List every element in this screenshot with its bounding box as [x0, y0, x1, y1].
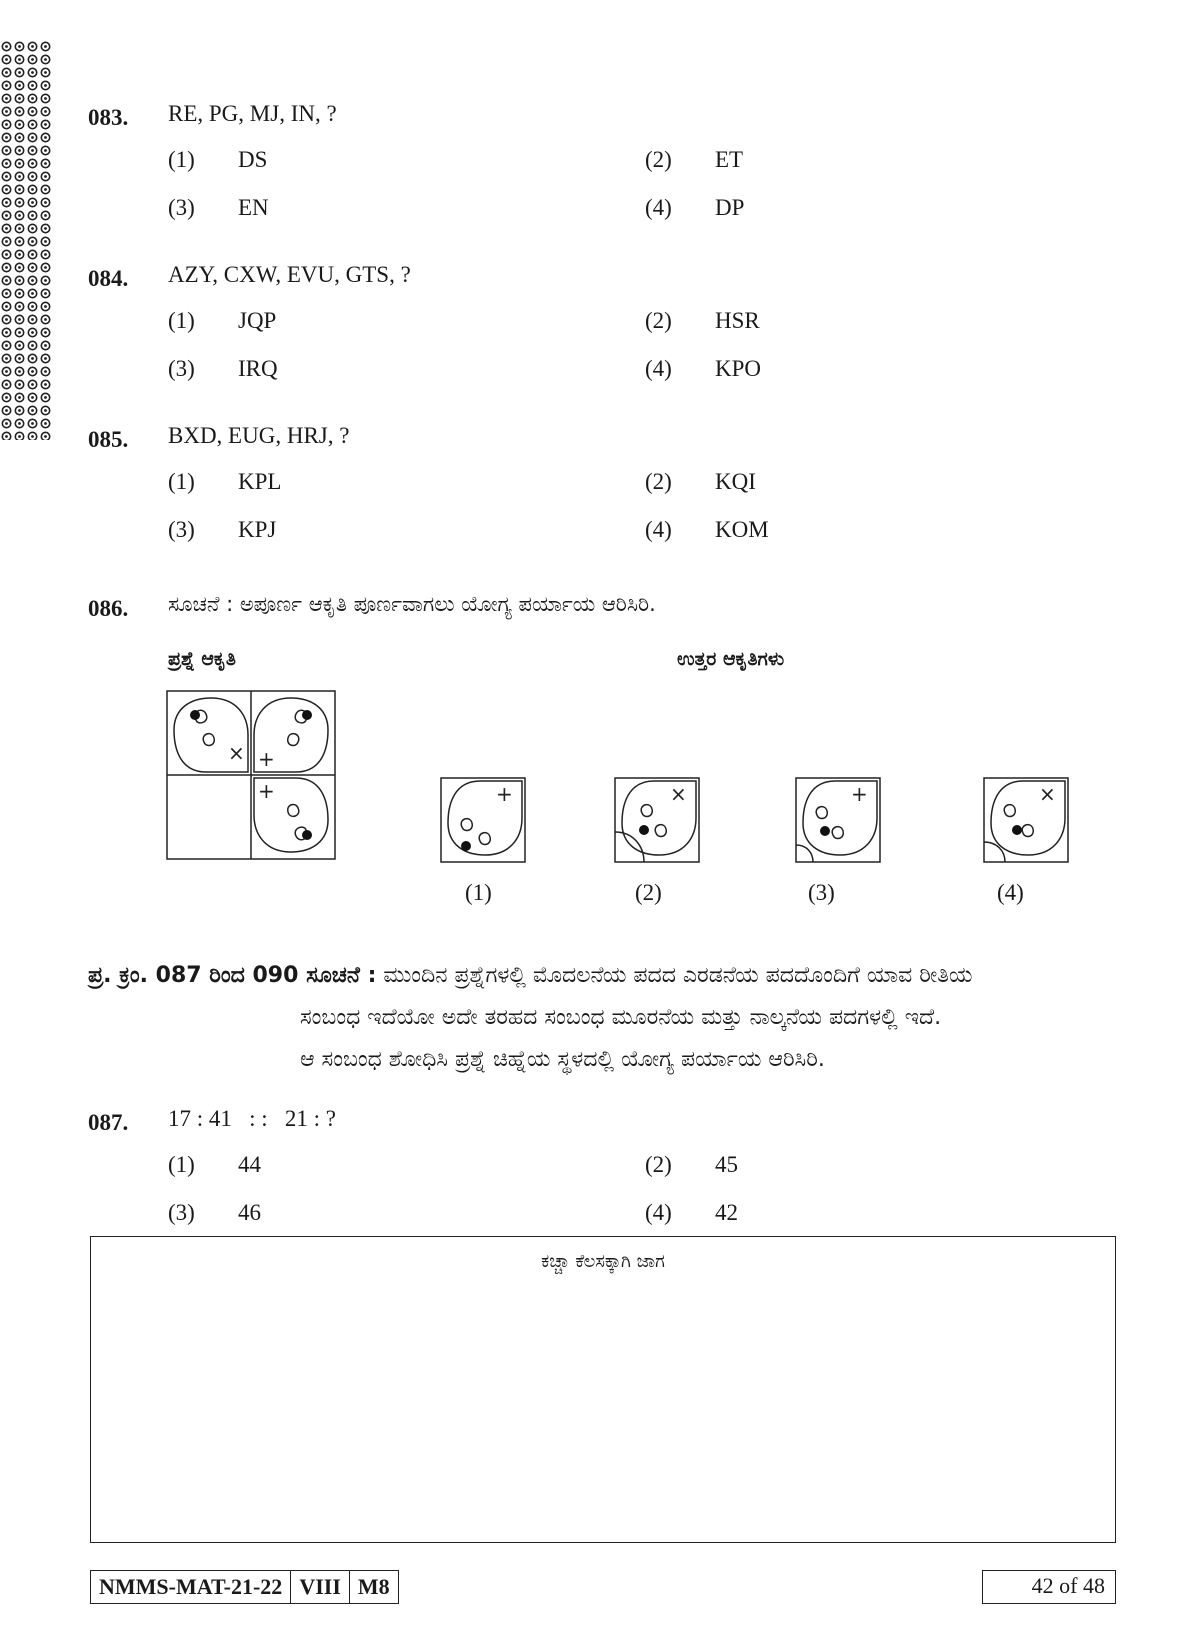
option-2[interactable]: [645, 308, 760, 334]
question-number: 086.: [88, 596, 129, 621]
option-number: (3): [168, 1200, 195, 1225]
instruction-lead: ಪ್ರ. ಕ್ರಂ. 087 ರಿಂದ 090 ಸೂಚನೆ :: [88, 963, 377, 988]
svg-text:+: +: [496, 782, 513, 806]
question-number: 087.: [88, 1110, 129, 1135]
paper-code-box: [90, 1570, 399, 1604]
question-text: AZY, CXW, EVU, GTS, ?: [168, 262, 411, 287]
answer-label-2: (2): [635, 880, 662, 905]
option-1[interactable]: [168, 1152, 261, 1178]
paper-code: NMMS-MAT-21-22: [91, 1571, 291, 1603]
answer-label-1: (1): [465, 880, 492, 905]
svg-text:+: +: [851, 782, 868, 806]
decorative-border: [0, 40, 52, 440]
option-number: (1): [168, 147, 195, 172]
option-2[interactable]: [645, 1152, 738, 1178]
answer-label-3: (3): [808, 880, 835, 905]
option-value: KPO: [715, 356, 762, 381]
option-value: 42: [715, 1200, 738, 1225]
option-number: (2): [645, 1152, 672, 1177]
rough-work-label: ಕಚ್ಚಾ ಕೆಲಸಕ್ಕಾಗಿ ಜಾಗ: [541, 1251, 665, 1272]
answer-figure-1[interactable]: [440, 777, 526, 863]
question-figure-heading: ಪ್ರಶ್ನೆ ಆಕೃತಿ: [168, 648, 236, 670]
answer-figure-2[interactable]: [614, 777, 700, 863]
option-number: (4): [645, 195, 672, 220]
instruction-line-1: ಮುಂದಿನ ಪ್ರಶ್ನೆಗಳಲ್ಲಿ ಮೊದಲನೆಯ ಪದದ ಎರಡನೆಯ ಪದದೊಂದಿಗೆ ಯಾವ ರೀತಿಯ: [383, 963, 973, 988]
option-number: (3): [168, 517, 195, 542]
option-2[interactable]: [645, 469, 756, 495]
option-4[interactable]: [645, 195, 744, 221]
option-3[interactable]: [168, 1200, 261, 1226]
question-083: [88, 101, 1118, 220]
answer-figure-3[interactable]: [795, 777, 881, 863]
option-number: (3): [168, 356, 195, 381]
option-value: EN: [238, 195, 269, 220]
option-value: 45: [715, 1152, 738, 1177]
option-3[interactable]: [168, 195, 269, 221]
option-value: 44: [238, 1152, 261, 1177]
option-4[interactable]: [645, 1200, 738, 1226]
option-number: (2): [645, 308, 672, 333]
answer-label-4: (4): [997, 880, 1024, 905]
page-number: 42 of 48: [982, 1570, 1116, 1604]
option-number: (4): [645, 517, 672, 542]
answer-figures-heading: ಉತ್ತರ ಆಕೃತಿಗಳು: [677, 648, 785, 670]
question-text: BXD, EUG, HRJ, ?: [168, 423, 350, 448]
option-value: IRQ: [238, 356, 278, 381]
option-4[interactable]: [645, 517, 769, 543]
svg-text:×: ×: [228, 741, 245, 765]
question-084: [88, 262, 1118, 381]
question-text: ಸೂಚನೆ : ಅಪೂರ್ಣ ಆಕೃತಿ ಪೂರ್ಣವಾಗಲು ಯೋಗ್ಯ ಪರ್ಯಾಯ ಆರಿಸಿರಿ.: [168, 592, 656, 616]
option-1[interactable]: [168, 469, 281, 495]
option-2[interactable]: [645, 147, 743, 173]
option-number: (2): [645, 469, 672, 494]
option-number: (4): [645, 1200, 672, 1225]
question-085: [88, 423, 1118, 542]
option-value: JQP: [238, 308, 277, 333]
option-4[interactable]: [645, 356, 761, 382]
question-087: [88, 1106, 1118, 1225]
answer-figure-4[interactable]: [983, 777, 1069, 863]
option-number: (1): [168, 1152, 195, 1177]
option-1[interactable]: [168, 308, 276, 334]
question-number: 084.: [88, 266, 129, 291]
option-3[interactable]: [168, 517, 276, 543]
option-value: DS: [238, 147, 268, 172]
question-number: 085.: [88, 427, 129, 452]
rough-work-box[interactable]: [90, 1236, 1116, 1543]
option-number: (2): [645, 147, 672, 172]
svg-text:×: ×: [670, 782, 687, 806]
option-number: (4): [645, 356, 672, 381]
option-number: (1): [168, 308, 195, 333]
option-value: DP: [715, 195, 745, 220]
instruction-line-2: ಸಂಬಂಧ ಇದೆಯೋ ಅದೇ ತರಹದ ಸಂಬಂಧ ಮೂರನೆಯ ಮತ್ತು ನಾಲ್ಕನೆಯ ಪದಗಳಲ್ಲಿ ಇದೆ.: [300, 1005, 942, 1030]
question-number: 083.: [88, 105, 129, 130]
question-text: 17 : 41 : : 21 : ?: [168, 1106, 337, 1131]
option-number: (3): [168, 195, 195, 220]
option-number: (1): [168, 469, 195, 494]
set-code: M8: [357, 1574, 390, 1599]
option-3[interactable]: [168, 356, 278, 382]
svg-text:+: +: [258, 747, 275, 771]
instruction-line-3: ಆ ಸಂಬಂಧ ಶೋಧಿಸಿ ಪ್ರಶ್ನೆ ಚಿಹ್ನೆಯ ಸ್ಥಳದಲ್ಲಿ ಯೋಗ್ಯ ಪರ್ಯಾಯ ಆರಿಸಿರಿ.: [300, 1047, 825, 1072]
option-value: ET: [715, 147, 744, 172]
option-value: 46: [238, 1200, 261, 1225]
option-1[interactable]: [168, 147, 267, 173]
svg-text:×: ×: [1039, 782, 1056, 806]
option-value: KQI: [715, 469, 756, 494]
option-value: KPJ: [238, 517, 277, 542]
option-value: HSR: [715, 308, 760, 333]
option-value: KOM: [715, 517, 769, 542]
question-figure: [166, 690, 336, 860]
option-value: KPL: [238, 469, 282, 494]
svg-text:+: +: [258, 779, 275, 803]
question-text: RE, PG, MJ, IN, ?: [168, 101, 337, 126]
class-code: VIII: [291, 1571, 350, 1603]
